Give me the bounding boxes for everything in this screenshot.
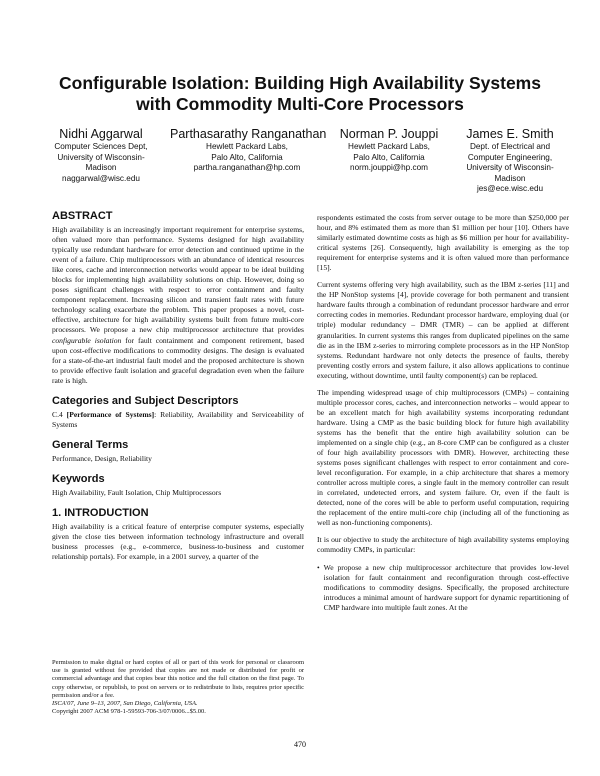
copyright-text: Copyright 2007 ACM 978-1-59593-706-3/07/0006...$5.00. [52,708,206,716]
keywords-heading: Keywords [52,472,105,485]
paper-title [40,73,560,115]
paragraph: We propose a new chip multiprocessor architecture that provides low-level isolation for fault containment and reconfiguration through cost-effective modifications to commodity designs. Specifically, the proposed architecture introduces a minimal amount of hardware support for dynamic repartitioning of CMP hardware into multiple fault zones. At the [323,562,569,612]
author-affiliation: Madison [494,173,526,183]
general-terms-heading: General Terms [52,438,129,451]
left-column [52,210,304,562]
abstract-text: High availability is an increasingly important requirement for enterprise systems, often valued more than performance. Systems designed for high availability typically use redundant hardware for error detection and continued uptime in the event of a failure. Chip multiprocessors with an abundance of identical resources like cores, cache and interconnection networks would appear to be ideal building blocks for implementing high availability solutions on chip. However, doing so poses significant challenges with respect to error containment and faulty component replacement. Increasing silicon and transient fault rates with future technology scaling exacerbate the problem. This paper proposes a novel, cost-effective, architecture for high availability systems built from future multi-core processors. We propose a new chip multiprocessor architecture that provides configurable isolation for fault containment and component retirement, based upon cost-effective modifications to commodity designs. The design is evaluated for a state-of-the-art industrial fault model and the proposed architecture is shown to provide effective fault isolation and graceful degradation even when the failure rate is high. [52,225,304,385]
bullet-mark: • [317,562,320,572]
author-affiliation: Hewlett Packard Labs, [348,142,430,151]
author-block [330,127,448,174]
author-affiliation: Hewlett Packard Labs, [206,142,288,151]
author-block [448,127,572,195]
paragraph: The impending widespread usage of chip multiprocessors (CMPs) – containing multiple processor cores, caches, and interconnection networks – would appear to be an excellent match for high availability systems incorporating redundant hardware. Using a CMP as the basic building block for future high availability systems has the benefit that the entire high availability solution can be implemented on a single chip (e.g., an 8-core CMP can be configured as a cluster of four high availability processors with DMR). However, architecting these systems poses significant challenges with respect to error containment and core-level reconfiguration. For example, in a chip architecture that shares a memory controller across multiple cores, a single fault in the memory controller can result in correlated, undetected errors, and system failure. Or, even if the fault is detected, none of the cores will be able to perform useful computation, requiring the replacement of the entire multi-core chip (including all of the functioning as well as non-functioning components). [317,387,569,528]
author-block [42,127,160,184]
author-name: Nidhi Aggarwal [59,127,143,141]
right-column [317,213,569,613]
title-line-1: Configurable Isolation: Building High Availability Systems [59,73,541,93]
author-email: jes@ece.wisc.edu [476,184,544,194]
author-email: norm.jouppi@hp.com [350,163,428,173]
author-affiliation: Palo Alto, California [211,152,283,162]
introduction-text: High availability is a critical feature of enterprise computer systems, especially given the close ties between information technology infrastructure and overall business processes (e.g., e-commerce, business-to-business and customer relationship portals). For example, in a 2001 survey, a quarter of the [52,521,304,562]
author-affiliation: Computer Sciences Dept, [54,142,148,151]
paragraph: Current systems offering very high availability, such as the IBM z-series [11] and the HP NonStop systems [4], provide coverage for both permanent and transient hardware faults through a combination of redundant processor hardware and error correcting codes in memories. Redundant processor hardware, employing dual (or triple) modular redundancy – DMR (TMR) – can be applied at different granularities. In current systems this ranges from duplicated pipelines on the same die as in the IBM z-series to mirroring complete processors as in the HP NonStop systems. Redundant hardware not only detects the presence of faults, thereby preventing costly errors and system failure, it also allows applications to continue executing, without downtime, until faulty component(s) can be replaced. [317,280,569,380]
author-affiliation: Computer Engineering, [467,152,553,162]
author-email: naggarwal@wisc.edu [62,173,140,183]
author-name: Norman P. Jouppi [339,127,439,141]
paragraph: It is our objective to study the architecture of high availability systems employing commodity CMPs, in particular: [317,535,569,555]
categories-text: C.4 [Performance of Systems]: Reliability, Availability and Serviceability of Systems [52,409,304,429]
keywords-text: High Availability, Fault Isolation, Chip Multiprocessors [52,487,222,497]
paragraph: respondents estimated the costs from server outage to be more than $250,000 per hour, and 8% estimated them as more than $1 million per hour [10]. Others have similarly estimated downtime costs as high as $6 million per hour for availability-critical systems [26]. Consequently, high availability is emerging as the top requirement for enterprise systems and it is often valued more than performance [15]. [317,213,569,273]
title-line-2: with Commodity Multi-Core Processors [136,94,464,114]
general-terms-text: Performance, Design, Reliability [52,453,152,463]
venue-text: ISCA'07, June 9–13, 2007, San Diego, California, USA. [52,700,198,708]
author-affiliation: Madison [85,163,117,173]
page-number: 470 [294,740,306,749]
author-affiliation: University of Wisconsin- [466,163,554,173]
categories-heading: Categories and Subject Descriptors [52,394,239,407]
bullet-item [317,563,569,613]
introduction-heading: 1. INTRODUCTION [52,506,149,519]
author-name: Parthasarathy Ranganathan [170,127,327,141]
author-name: James E. Smith [466,127,554,141]
permission-notice [52,659,304,716]
abstract-heading: ABSTRACT [52,210,113,222]
author-email: partha.ranganathan@hp.com [193,163,301,173]
author-block [170,127,327,174]
permission-text: Permission to make digital or hard copies of all or part of this work for personal or classroom use is granted without fee provided that copies are not made or distributed for profit or commercial advantage and that copies bear this notice and the full citation on the first page. To copy otherwise, or republish, to post on servers or to redistribute to lists, requires prior specific permission and/or a fee. [52,659,304,699]
author-affiliation: Dept. of Electrical and [469,142,551,151]
author-affiliation: University of Wisconsin- [57,152,145,162]
author-affiliation: Palo Alto, California [353,152,425,162]
